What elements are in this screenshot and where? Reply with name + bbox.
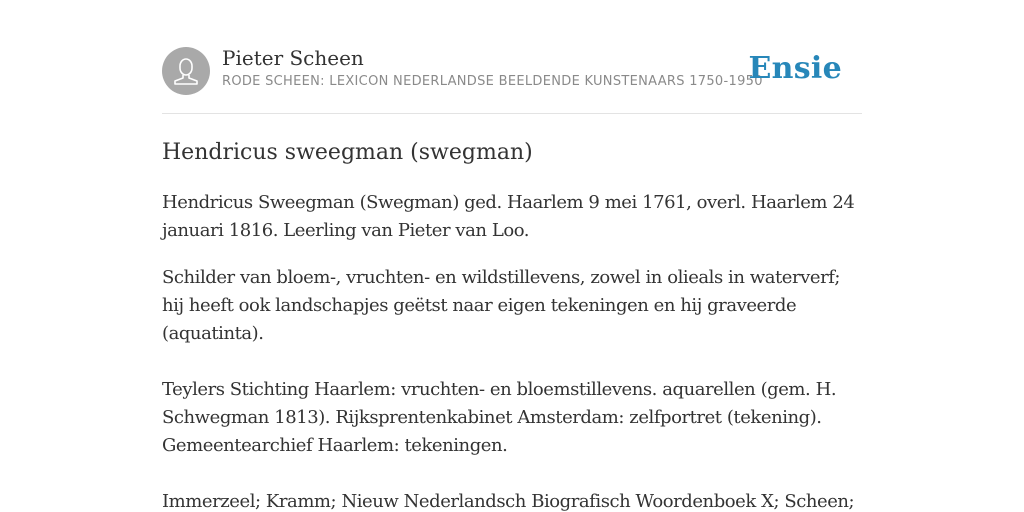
entry-paragraph-work: Schilder van bloem-, vruchten- en wildstillevens, zowel in olieals in waterverf; hij heeft ook landschapjes geëtst naar eigen tekeningen en hij graveerde (aquatinta).	[162, 267, 841, 344]
user-avatar-icon[interactable]	[162, 47, 210, 95]
entry-paragraph-collections: Teylers Stichting Haarlem: vruchten- en bloemstillevens. aquarellen (gem. H. Schwegman 1813). Rijksprentenkabinet Amsterdam: zelfportret (tekening). Gemeentearchief Haarlem: tekeningen.	[162, 379, 837, 456]
author-name[interactable]: Pieter Scheen	[222, 46, 364, 70]
entry-content	[162, 137, 862, 512]
entry-title: Hendricus sweegman (swegman)	[162, 140, 533, 165]
ensie-logo[interactable]: Ensie	[748, 51, 842, 86]
source-title[interactable]: RODE SCHEEN: LEXICON NEDERLANDSE BEELDENDE KUNSTENAARS 1750-1950	[222, 74, 763, 89]
entry-paragraph-biography: Hendricus Sweegman (Swegman) ged. Haarlem 9 mei 1761, overl. Haarlem 24 januari 1816. Leerling van Pieter van Loo.	[162, 192, 855, 241]
entry-paragraph-literature: Immerzeel; Kramm; Nieuw Nederlandsch Biografisch Woordenboek X; Scheen;	[162, 491, 855, 512]
header-divider	[162, 113, 862, 114]
entry-header	[162, 46, 862, 96]
